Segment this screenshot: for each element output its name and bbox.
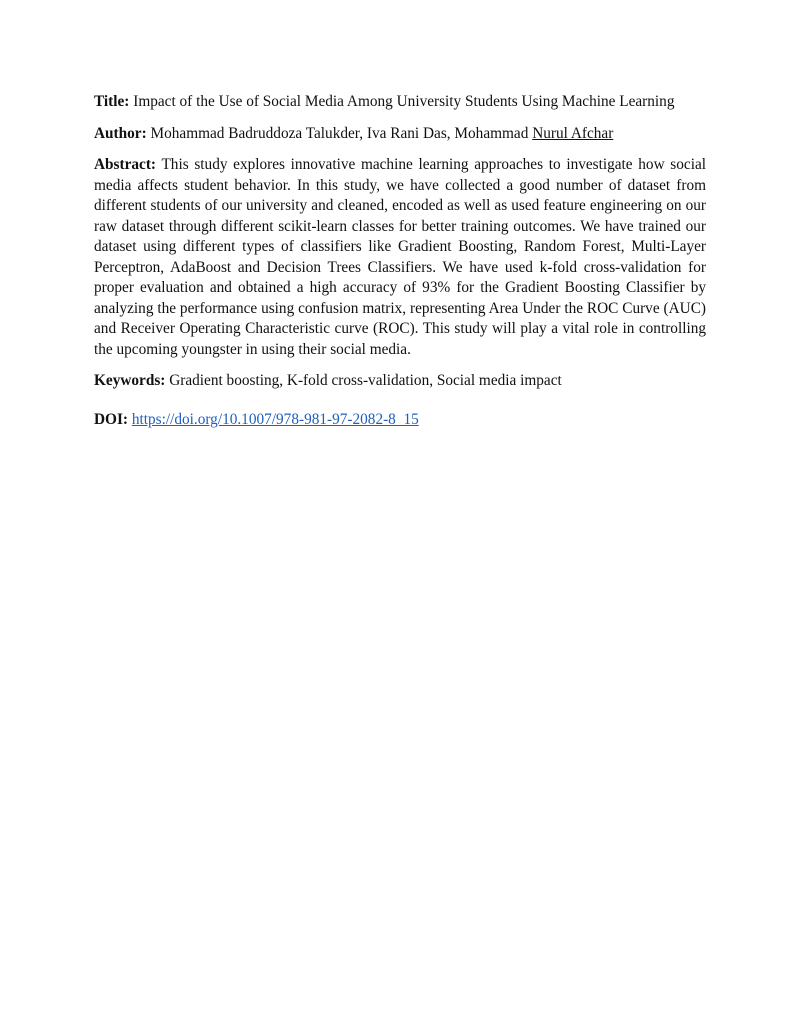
author-label: Author: — [94, 124, 147, 142]
keywords-label: Keywords: — [94, 372, 166, 389]
doi-label: DOI: — [94, 410, 128, 428]
author-names: Mohammad Badruddoza Talukder, Iva Rani Das, Mohammad — [150, 124, 529, 142]
abstract-label: Abstract: — [94, 156, 157, 173]
author-underlined-name: Nurul Afchar — [532, 124, 614, 142]
title-label: Title: — [94, 93, 130, 110]
abstract-text: This study explores innovative machine learning approaches to investigate how social media affects student behavior. In this study, we have collected a good number of dataset from different students of our university and cleaned, encoded as well as used feature engineering on our raw dataset through different scikit-learn classes for better training outcomes. We have trained our dataset using different types of classifiers like Gradient Boosting, Random Forest, Multi-Layer Perceptron, AdaBoost and Decision Trees Classifiers. We have used k-fold cross-validation for proper evaluation and obtained a high accuracy of 93% for the Gradient Boosting Classifier by analyzing the performance using confusion matrix, representing Area Under the ROC Curve (AUC) and Receiver Operating Characteristic curve (ROC). This study will play a vital role in controlling the upcoming youngster in using their social media. — [94, 156, 706, 358]
abstract-paragraph — [94, 155, 706, 360]
doi-line — [94, 410, 706, 431]
doi-link[interactable]: https://doi.org/10.1007/978-981-97-2082-8_15 — [131, 410, 419, 428]
title-line — [94, 92, 706, 113]
author-line — [94, 124, 706, 145]
keywords-line — [94, 371, 706, 392]
title-text: Impact of the Use of Social Media Among University Students Using Machine Learning — [133, 93, 675, 110]
keywords-text: Gradient boosting, K-fold cross-validation, Social media impact — [169, 372, 562, 389]
